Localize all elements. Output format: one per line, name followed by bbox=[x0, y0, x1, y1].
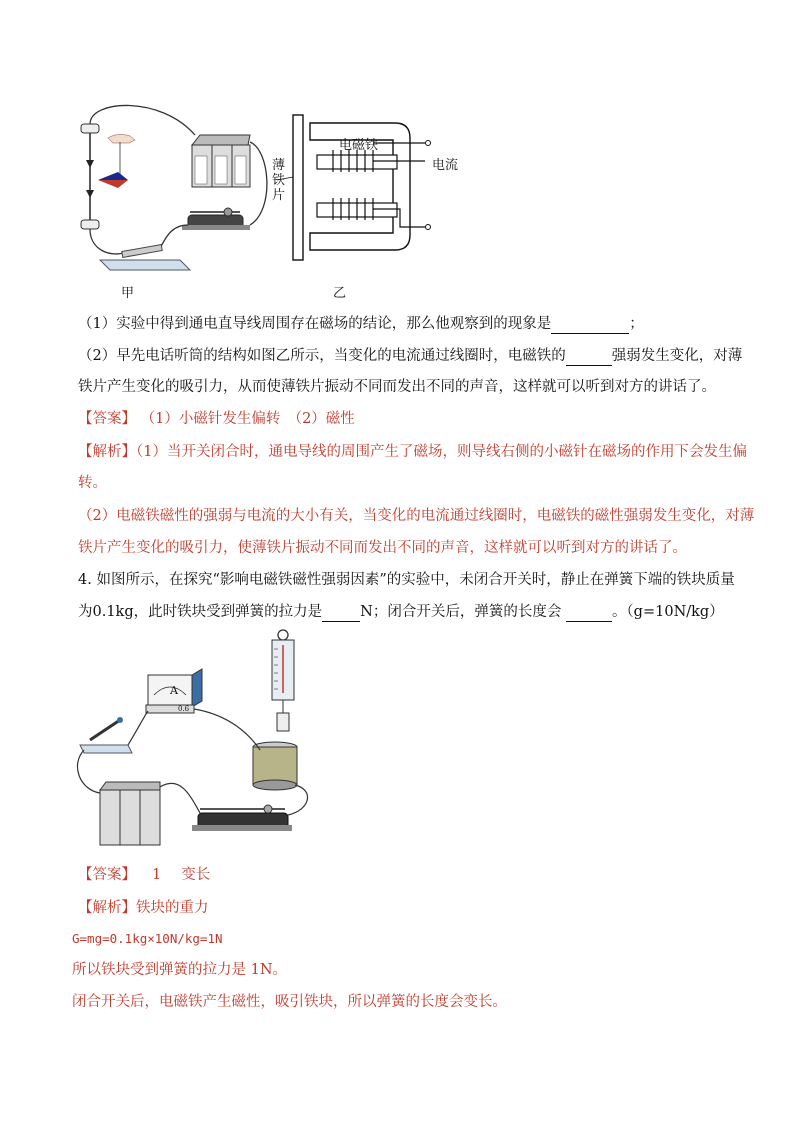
q4-analysis-head: 【解析】铁块的重力 bbox=[78, 900, 209, 916]
label-thin-iron-plate: 薄铁片 bbox=[272, 158, 286, 203]
q3-part2-line1: （2）早先电话听筒的结构如图乙所示，当变化的电流通过线圈时，电磁铁的 强弱发生变化，对薄 bbox=[78, 348, 743, 364]
q4-blank-2 bbox=[566, 605, 612, 622]
figure-yi-caption: 乙 bbox=[333, 286, 347, 301]
q4-line1: 4. 如图所示，在探究“影响电磁铁磁性强弱因素”的实验中，未闭合开关时，静止在弹簧下端的铁块质量 bbox=[78, 572, 735, 588]
figure-jia-caption: 甲 bbox=[121, 286, 135, 301]
figure-yi-earpiece bbox=[265, 105, 465, 275]
q3-part1: （1）实验中得到通电直导线周围存在磁场的结论，那么他观察到的现象是 ； bbox=[78, 316, 644, 332]
q4-blank-1 bbox=[322, 605, 360, 622]
q3-analysis-line1: 【解析】（1）当开关闭合时，通电导线的周围产生了磁场，则导线右侧的小磁针在磁场的作用下会发生偏 bbox=[78, 444, 747, 460]
ammeter-scale: 0.6 bbox=[178, 705, 190, 713]
q3-analysis-line3: （2）电磁铁磁性的强弱与电流的大小有关，当变化的电流通过线圈时，电磁铁的磁性强弱发生变化，对薄 bbox=[78, 508, 755, 524]
q4-line2: 为0.1kg，此时铁块受到弹簧的拉力是 N；闭合开关后，弹簧的长度会 。（g=10N/kg） bbox=[78, 604, 724, 620]
q3-part1-blank bbox=[551, 317, 629, 334]
q4-analysis-line3: 闭合开关后，电磁铁产生磁性，吸引铁块，所以弹簧的长度会变长。 bbox=[72, 994, 507, 1010]
q4-formula: G=mg=0.1kg×10N/kg=1N bbox=[72, 931, 223, 946]
q4-answer: 【答案】 1 变长 bbox=[78, 867, 211, 883]
q3-analysis-line2: 转。 bbox=[78, 475, 107, 491]
q3-part2-blank bbox=[566, 349, 612, 366]
label-electromagnet: 电磁铁 bbox=[339, 138, 379, 153]
q4-analysis-line2: 所以铁块受到弹簧的拉力是 1N。 bbox=[72, 962, 288, 978]
q3-part2-line2: 铁片产生变化的吸引力，从而使薄铁片振动不同而发出不同的声音，这样就可以听到对方的讲话了。 bbox=[78, 379, 716, 395]
figure-jia-circuit bbox=[70, 100, 280, 280]
q3-answer: 【答案】 （1）小磁针发生偏转 （2）磁性 bbox=[78, 411, 355, 427]
label-current: 电流 bbox=[432, 158, 459, 173]
ammeter-label: A bbox=[170, 684, 178, 697]
q3-analysis-line4: 铁片产生变化的吸引力，使薄铁片振动不同而发出不同的声音，这样就可以听到对方的讲话了。 bbox=[78, 540, 687, 556]
figure-q4-circuit bbox=[70, 625, 340, 850]
